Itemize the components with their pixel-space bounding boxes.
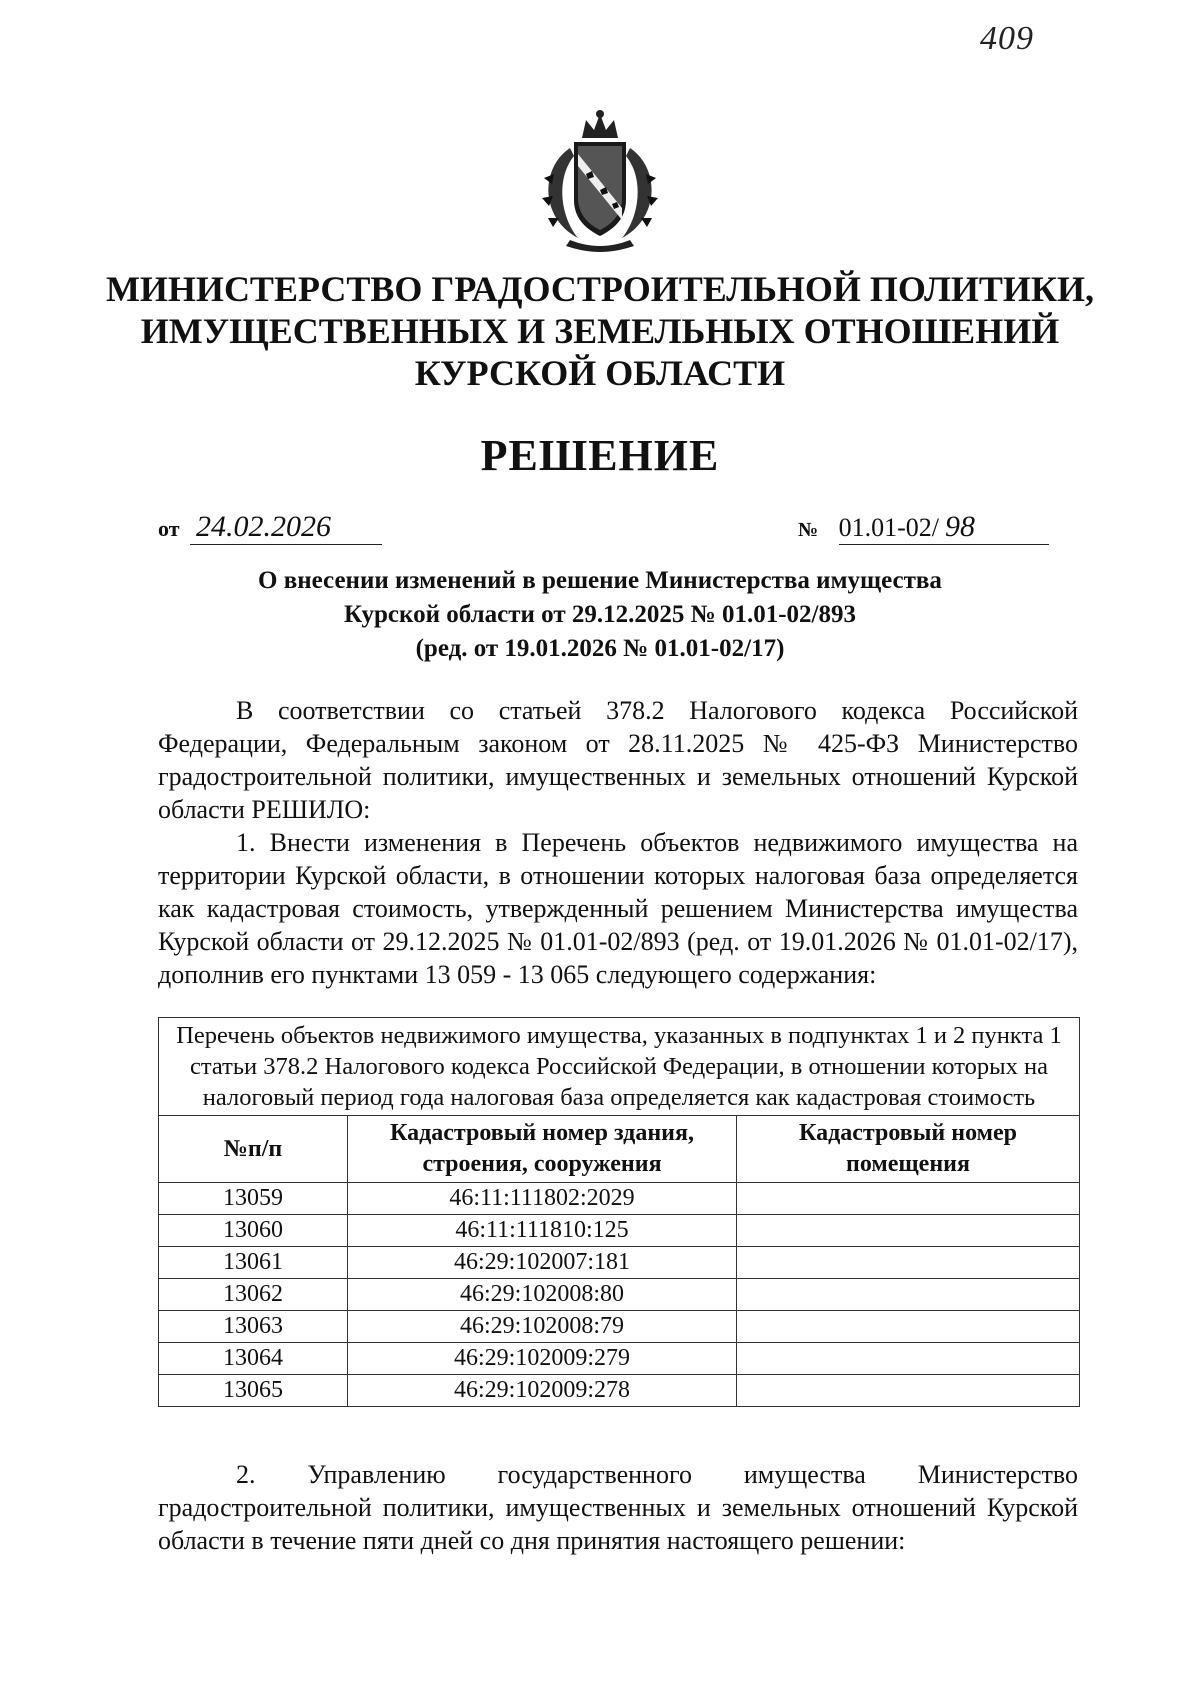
- body-paragraph-1: В соответствии со статьей 378.2 Налогового кодекса Российской Федерации, Федеральным законом от 28.11.2025 № 425-ФЗ Министерство градостроительной политики, имущественных и земельных отношений Курской области РЕШИЛО:: [158, 696, 1078, 824]
- building-cadastral-number: 46:29:102007:181: [348, 1247, 737, 1279]
- decision-date: [158, 510, 382, 545]
- table-caption: Перечень объектов недвижимого имущества, указанных в подпунктах 1 и 2 пункта 1 статьи 378.2 Налогового кодекса Российской Федерации, в отношении которых на налоговый период года налоговая база определяется как кадастровая стоимость: [159, 1018, 1080, 1116]
- coat-of-arms-emblem: [530, 108, 670, 254]
- row-number: 13065: [159, 1375, 348, 1407]
- room-cadastral-number: [737, 1343, 1080, 1375]
- page-number: 409: [980, 20, 1034, 57]
- subject-line-2: Курской области от 29.12.2025 № 01.01-02/893: [343, 601, 856, 628]
- room-cadastral-number: [737, 1279, 1080, 1311]
- table-row: [159, 1215, 1080, 1247]
- room-cadastral-number: [737, 1183, 1080, 1215]
- table-row: [159, 1279, 1080, 1311]
- row-number: 13064: [159, 1343, 348, 1375]
- number-value: 01.01-02/: [838, 513, 939, 542]
- column-header-number: №п/п: [159, 1116, 348, 1183]
- building-cadastral-number: 46:29:102009:279: [348, 1343, 737, 1375]
- org-name-line-2: ИМУЩЕСТВЕННЫХ И ЗЕМЕЛЬНЫХ ОТНОШЕНИЙ: [140, 311, 1060, 351]
- table-row: [159, 1247, 1080, 1279]
- date-label: от: [158, 516, 180, 541]
- number-field: [839, 510, 1049, 545]
- subject-line-3: (ред. от 19.01.2026 № 01.01-02/17): [415, 635, 785, 662]
- org-name-line-1: МИНИСТЕРСТВО ГРАДОСТРОИТЕЛЬНОЙ ПОЛИТИКИ,: [105, 269, 1095, 309]
- table-row: [159, 1311, 1080, 1343]
- room-cadastral-number: [737, 1311, 1080, 1343]
- number-label: №: [798, 519, 819, 541]
- row-number: 13061: [159, 1247, 348, 1279]
- column-header-building: Кадастровый номер здания, строения, сооружения: [348, 1116, 737, 1183]
- decision-body: [158, 694, 1078, 991]
- property-list-table: [158, 1017, 1080, 1407]
- room-cadastral-number: [737, 1375, 1080, 1407]
- subject-line-1: О внесении изменений в решение Министерства имущества: [258, 567, 942, 594]
- body-paragraph-2: 1. Внести изменения в Перечень объектов недвижимого имущества на территории Курской области, в отношении которых налоговая база определяется как кадастровая стоимость, утвержденный решением Министерства имущества Курской области от 29.12.2025 № 01.01-02/893 (ред. от 19.01.2026 № 01.01-02/17), дополнив его пунктами 13 059 - 13 065 следующего содержания:: [158, 828, 1078, 989]
- room-cadastral-number: [737, 1215, 1080, 1247]
- row-number: 13060: [159, 1215, 348, 1247]
- date-value: 24.02.2026: [190, 510, 382, 545]
- building-cadastral-number: 46:29:102008:79: [348, 1311, 737, 1343]
- building-cadastral-number: 46:11:111802:2029: [348, 1183, 737, 1215]
- decision-number: [798, 510, 1049, 545]
- building-cadastral-number: 46:29:102008:80: [348, 1279, 737, 1311]
- row-number: 13062: [159, 1279, 348, 1311]
- table-row: [159, 1343, 1080, 1375]
- table-row: [159, 1375, 1080, 1407]
- column-header-room: Кадастровый номер помещения: [737, 1116, 1080, 1183]
- document-type-title: РЕШЕНИЕ: [480, 431, 720, 480]
- building-cadastral-number: 46:29:102009:278: [348, 1375, 737, 1407]
- table-row: [159, 1183, 1080, 1215]
- building-cadastral-number: 46:11:111810:125: [348, 1215, 737, 1247]
- room-cadastral-number: [737, 1247, 1080, 1279]
- org-name-line-3: КУРСКОЙ ОБЛАСТИ: [414, 353, 786, 393]
- number-handwritten: 98: [945, 510, 975, 543]
- row-number: 13063: [159, 1311, 348, 1343]
- after-paragraph-1: 2. Управлению государственного имущества Министерство градостроительной политики, имущественных и земельных отношений Курской области в течение пяти дней со дня принятия настоящего решении:: [158, 1460, 1078, 1555]
- row-number: 13059: [159, 1183, 348, 1215]
- decision-continuation: [158, 1458, 1078, 1557]
